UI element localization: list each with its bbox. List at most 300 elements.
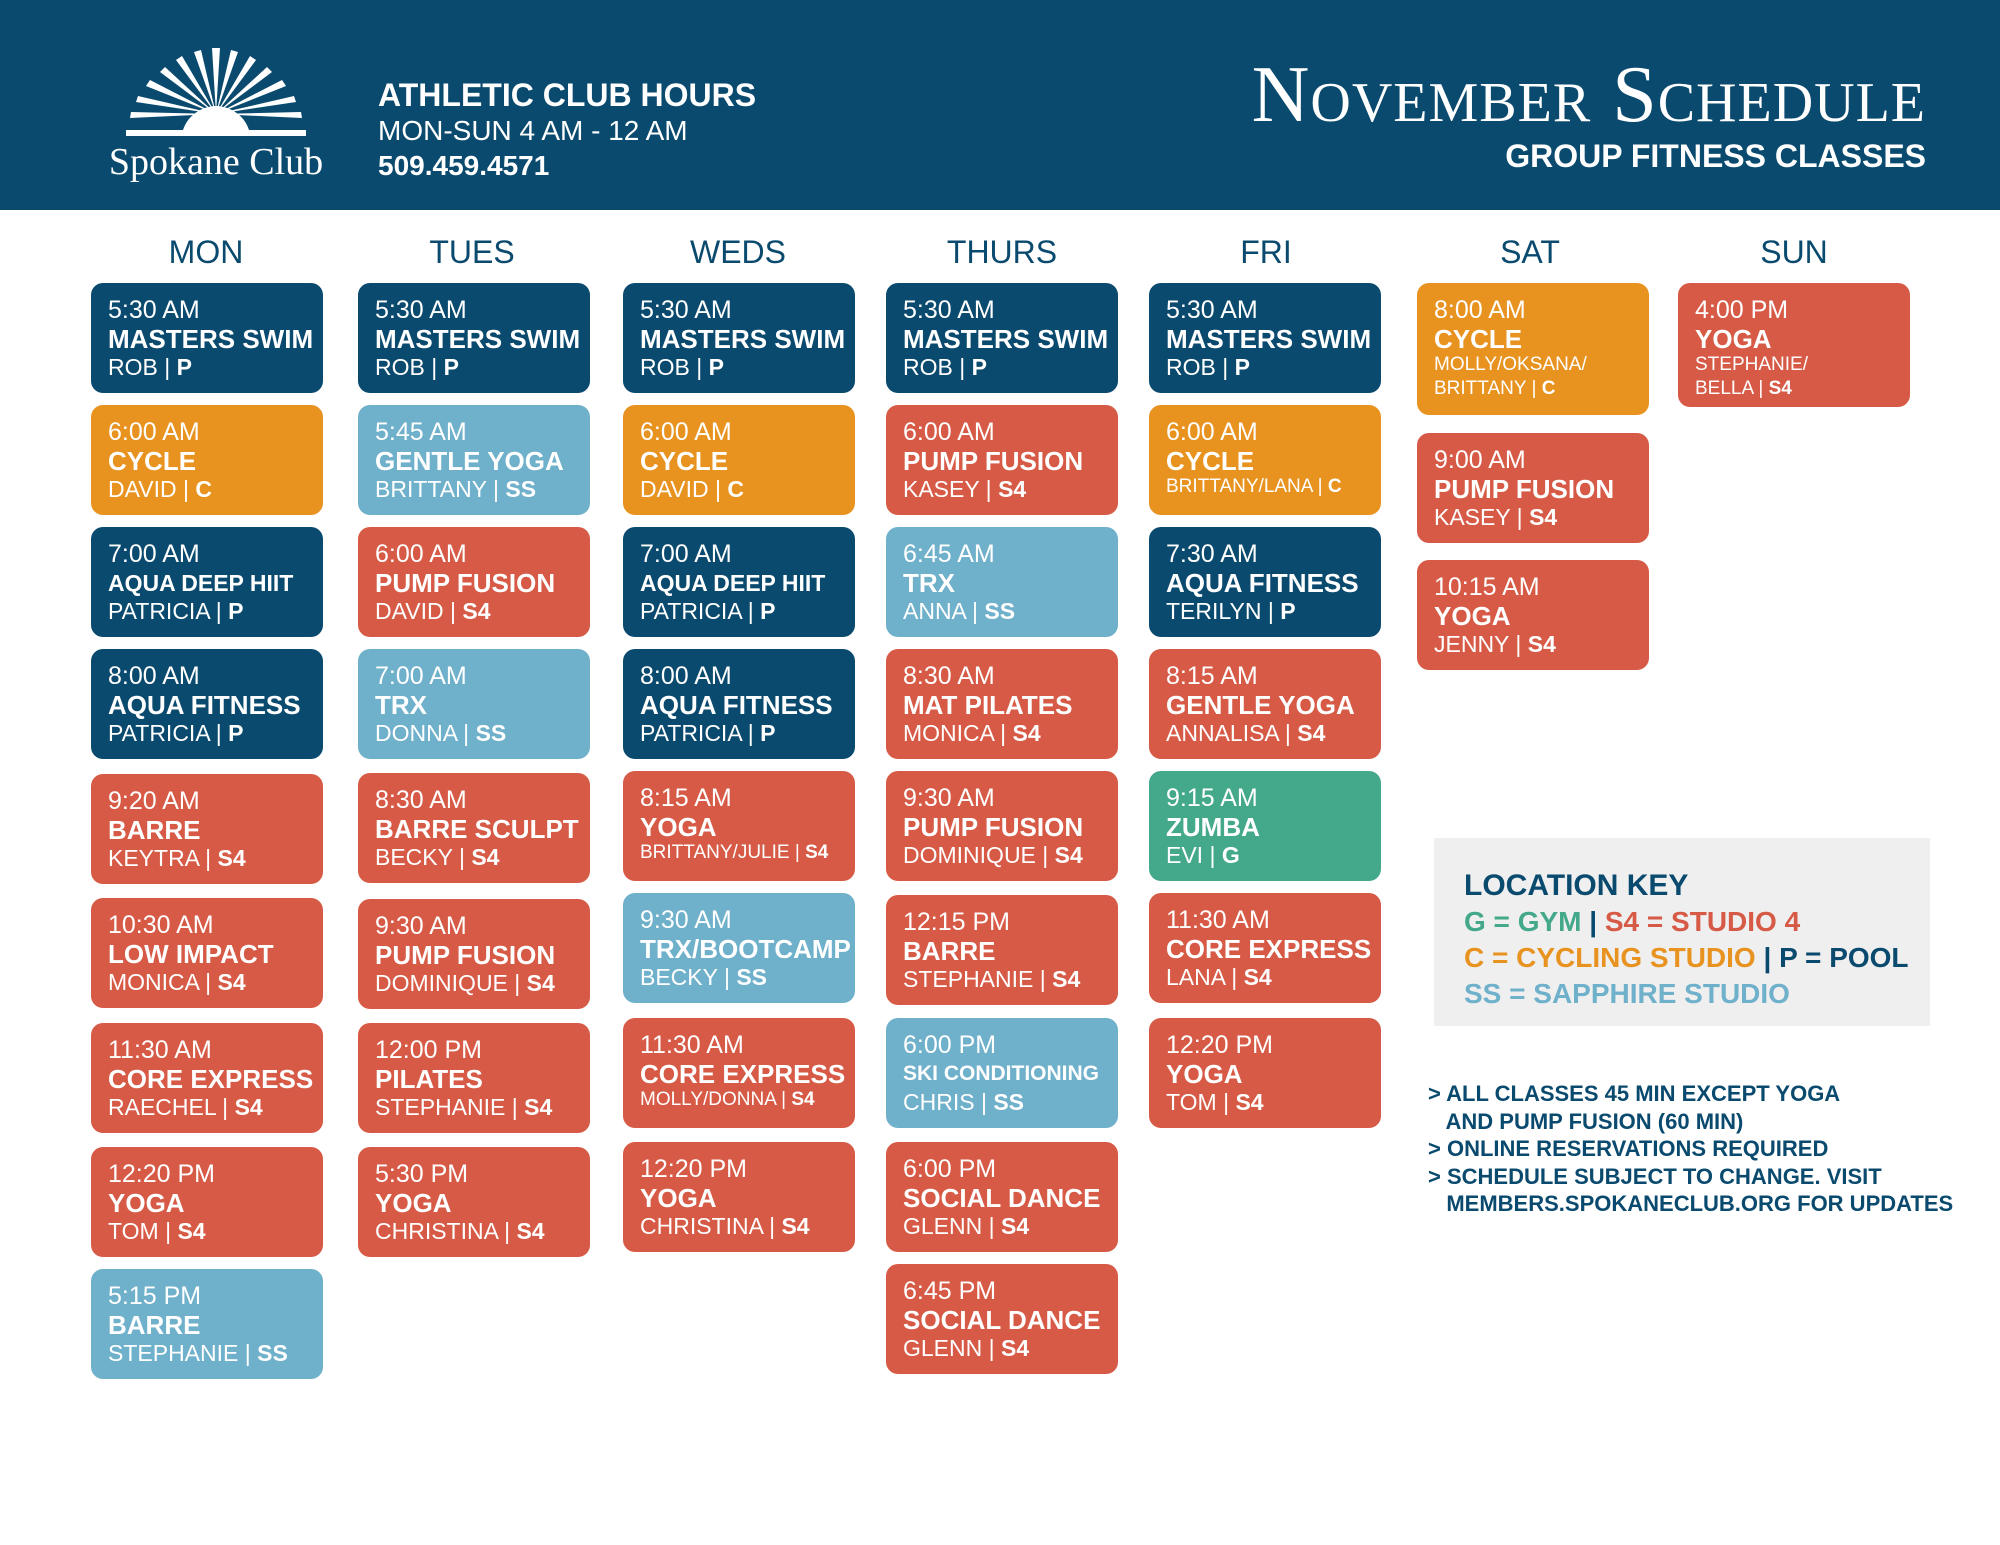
class-instructor: BRITTANY: [375, 476, 487, 502]
class-name: CORE EXPRESS: [1166, 934, 1372, 964]
class-instructor-line: [375, 719, 590, 747]
class-name: AQUA FITNESS: [1166, 568, 1359, 598]
schedule-title-block: [1252, 52, 1926, 174]
separator: |: [209, 720, 229, 746]
class-instructor: ROB: [375, 354, 425, 380]
class-time: 8:15 AM: [640, 784, 732, 812]
separator: |: [741, 598, 761, 624]
class-instructor: KASEY: [1434, 504, 1511, 530]
class-instructor: RAECHEL: [108, 1094, 216, 1120]
class-time: 9:30 AM: [640, 906, 732, 934]
class-card-weds: [623, 771, 855, 881]
page-subtitle: GROUP FITNESS CLASSES: [1505, 138, 1926, 174]
class-name: SOCIAL DANCE: [903, 1183, 1101, 1213]
separator: |: [215, 1094, 235, 1120]
class-instructor: DOMINIQUE: [903, 842, 1036, 868]
class-location: S4: [1529, 504, 1558, 530]
class-time: 8:00 AM: [640, 662, 732, 690]
separator: |: [979, 476, 999, 502]
class-location: S4: [1235, 1089, 1264, 1115]
separator: |: [762, 1213, 782, 1239]
class-card-thurs: [886, 649, 1118, 759]
class-name: BARRE: [108, 1310, 201, 1340]
separator: |: [717, 964, 737, 990]
class-instructor: KEYTRA: [108, 845, 199, 871]
separator: |: [741, 720, 761, 746]
class-location: S4: [998, 476, 1027, 502]
class-time: 5:30 AM: [108, 296, 200, 324]
class-instructor-line: [1166, 475, 1381, 499]
class-name: MASTERS SWIM: [640, 324, 846, 354]
class-time: 8:00 AM: [1434, 296, 1526, 324]
class-instructor: STEPHANIE/: [1695, 354, 1808, 375]
class-instructor-line: [903, 1088, 1118, 1116]
class-instructor: DAVID: [375, 598, 444, 624]
note-line: > ONLINE RESERVATIONS REQUIRED: [1428, 1136, 1829, 1161]
class-instructor: ROB: [108, 354, 158, 380]
separator: |: [158, 1218, 178, 1244]
class-time: 5:30 PM: [375, 1160, 469, 1188]
separator: |: [198, 845, 218, 871]
separator: |: [456, 720, 476, 746]
note-line: > SCHEDULE SUBJECT TO CHANGE. VISIT: [1428, 1163, 1882, 1189]
class-card-thurs: [886, 771, 1118, 881]
class-time: 6:00 AM: [375, 540, 467, 568]
class-instructor-line: [640, 719, 855, 747]
class-name: MASTERS SWIM: [108, 324, 314, 354]
class-instructor: GLENN: [903, 1335, 983, 1361]
class-card-thurs: [886, 527, 1118, 637]
class-name: LOW IMPACT: [108, 939, 274, 969]
class-card-thurs: [886, 1264, 1118, 1374]
schedule-notes: [1428, 1080, 1953, 1218]
class-name: PILATES: [375, 1064, 483, 1094]
class-time: 11:30 AM: [640, 1031, 744, 1059]
class-location: SS: [984, 598, 1016, 624]
class-instructor: JENNY: [1434, 631, 1509, 657]
class-location: S4: [516, 1218, 545, 1244]
class-location: P: [1280, 598, 1296, 624]
class-card-mon: [91, 1269, 323, 1379]
key-gym: G = GYM: [1464, 906, 1582, 937]
class-name: YOGA: [1434, 601, 1511, 631]
class-location: SS: [257, 1340, 288, 1366]
class-time: 7:00 AM: [640, 540, 732, 568]
class-card-weds: [623, 1018, 855, 1128]
class-location: SS: [475, 720, 507, 746]
class-name: YOGA: [640, 812, 717, 842]
separator: |: [689, 354, 709, 380]
class-location: P: [760, 720, 776, 746]
day-header-tues: TUES: [429, 234, 515, 270]
class-instructor: ANNA: [903, 598, 966, 624]
class-name: PUMP FUSION: [903, 812, 1084, 842]
class-instructor: DAVID: [108, 476, 177, 502]
class-name: TRX/BOOTCAMP: [640, 934, 851, 964]
class-instructor: BRITTANY/LANA: [1166, 476, 1313, 497]
key-separator: |: [1763, 942, 1772, 973]
class-card-weds: [623, 527, 855, 637]
class-instructor-line: [640, 1212, 855, 1240]
class-location: S4: [1054, 842, 1083, 868]
separator: |: [708, 476, 728, 502]
class-instructor: CHRISTINA: [640, 1213, 763, 1239]
class-time: 5:30 AM: [903, 296, 995, 324]
class-instructor-line: [108, 475, 323, 503]
class-instructor: PATRICIA: [108, 720, 210, 746]
class-name: AQUA FITNESS: [108, 690, 301, 720]
location-key: [1434, 838, 1930, 1026]
class-instructor-line: [903, 353, 1118, 381]
class-name: YOGA: [1166, 1059, 1243, 1089]
class-time: 5:30 AM: [375, 296, 467, 324]
note-line: MEMBERS.SPOKANECLUB.ORG FOR UPDATES: [1428, 1191, 1954, 1216]
day-header-thurs: THURS: [946, 234, 1058, 270]
class-card-thurs: [886, 1018, 1118, 1128]
class-instructor: STEPHANIE: [375, 1094, 506, 1120]
class-time: 6:00 AM: [640, 418, 732, 446]
class-card-mon: [91, 774, 323, 884]
class-time: 7:00 AM: [108, 540, 200, 568]
class-time: 5:30 AM: [1166, 296, 1258, 324]
class-instructor-line: [640, 475, 855, 503]
class-location: C: [1327, 476, 1342, 497]
class-time: 6:00 PM: [903, 1155, 997, 1183]
separator: |: [952, 354, 972, 380]
class-card-thurs: [886, 283, 1118, 393]
class-location: C: [727, 476, 744, 502]
class-name: AQUA DEEP HIIT: [640, 570, 826, 596]
class-instructor: ANNALISA: [1166, 720, 1279, 746]
class-instructor-line: [1166, 597, 1381, 625]
class-instructor: DONNA: [375, 720, 457, 746]
location-key-line: [1464, 940, 1930, 976]
class-time: 8:30 AM: [903, 662, 995, 690]
day-header-fri: FRI: [1240, 234, 1292, 270]
class-instructor-line: [108, 597, 323, 625]
class-name: MASTERS SWIM: [375, 324, 581, 354]
class-instructor-line: [108, 1339, 323, 1367]
class-location: S4: [524, 1094, 553, 1120]
class-instructor-line: [1166, 841, 1381, 869]
class-location: P: [760, 598, 776, 624]
note-line: AND PUMP FUSION (60 MIN): [1428, 1108, 1744, 1134]
class-card-tues: [358, 1147, 590, 1257]
separator: |: [1312, 476, 1328, 497]
class-instructor-line: [1434, 377, 1649, 401]
separator: |: [1215, 354, 1235, 380]
class-instructor: PATRICIA: [640, 598, 742, 624]
class-instructor: PATRICIA: [640, 720, 742, 746]
day-header-weds: WEDS: [690, 234, 786, 270]
class-instructor-line: [640, 1088, 855, 1112]
key-cycling-studio: C = CYCLING STUDIO: [1464, 942, 1756, 973]
class-location: S4: [1243, 964, 1272, 990]
class-name: CORE EXPRESS: [108, 1064, 314, 1094]
class-location: SS: [993, 1089, 1025, 1115]
class-name: ZUMBA: [1166, 812, 1260, 842]
class-instructor: MOLLY/DONNA: [640, 1089, 776, 1110]
class-time: 10:30 AM: [108, 911, 214, 939]
class-card-mon: [91, 649, 323, 759]
class-instructor: STEPHANIE: [903, 966, 1034, 992]
separator: |: [198, 969, 218, 995]
class-name: BARRE SCULPT: [375, 814, 579, 844]
class-instructor-line: [640, 353, 855, 381]
class-instructor-line: [903, 841, 1118, 869]
separator: |: [1509, 631, 1528, 657]
class-time: 6:45 PM: [903, 1277, 997, 1305]
class-card-fri: [1149, 527, 1381, 637]
class-time: 9:30 AM: [375, 912, 467, 940]
class-card-mon: [91, 1147, 323, 1257]
class-card-thurs: [886, 1142, 1118, 1252]
class-instructor-line: [640, 597, 855, 625]
class-name: YOGA: [375, 1188, 452, 1218]
class-location: S4: [781, 1213, 810, 1239]
class-name: BARRE: [903, 936, 996, 966]
class-name: YOGA: [1695, 324, 1772, 354]
separator: |: [486, 476, 506, 502]
class-name: PUMP FUSION: [1434, 474, 1615, 504]
class-location: S4: [1052, 966, 1081, 992]
class-instructor: ROB: [1166, 354, 1216, 380]
separator: |: [789, 842, 806, 863]
class-time: 12:20 PM: [640, 1155, 748, 1183]
class-location: S4: [217, 969, 246, 995]
class-instructor: BELLA: [1695, 378, 1754, 399]
class-time: 12:20 PM: [1166, 1031, 1274, 1059]
class-name: PUMP FUSION: [903, 446, 1084, 476]
separator: |: [507, 970, 527, 996]
location-key-title: LOCATION KEY: [1464, 869, 1689, 902]
class-location: P: [708, 354, 724, 380]
separator: |: [982, 1335, 1002, 1361]
class-location: P: [1234, 354, 1250, 380]
class-card-tues: [358, 527, 590, 637]
separator: |: [1261, 598, 1281, 624]
class-location: S4: [217, 845, 246, 871]
class-instructor-line: [903, 719, 1118, 747]
class-card-thurs: [886, 405, 1118, 515]
class-card-weds: [623, 893, 855, 1003]
class-time: 9:15 AM: [1166, 784, 1258, 812]
class-instructor-line: [1695, 353, 1910, 377]
class-instructor-line: [1434, 503, 1649, 531]
class-instructor: TOM: [1166, 1089, 1217, 1115]
class-location: S4: [177, 1218, 206, 1244]
class-instructor: KASEY: [903, 476, 980, 502]
class-time: 6:00 AM: [903, 418, 995, 446]
phone-number: 509.459.4571: [378, 150, 550, 181]
class-card-mon: [91, 1023, 323, 1133]
key-studio4: S4 = STUDIO 4: [1604, 906, 1801, 937]
class-location: SS: [736, 964, 768, 990]
class-instructor-line: [108, 844, 323, 872]
class-instructor: MOLLY/OKSANA/: [1434, 354, 1587, 375]
separator: |: [157, 354, 177, 380]
class-time: 6:45 AM: [903, 540, 995, 568]
class-instructor-line: [375, 1093, 590, 1121]
class-name: MASTERS SWIM: [1166, 324, 1372, 354]
class-instructor: DOMINIQUE: [375, 970, 508, 996]
key-separator: |: [1589, 906, 1598, 937]
class-location: S4: [1001, 1335, 1030, 1361]
class-name: GENTLE YOGA: [1166, 690, 1355, 720]
class-card-tues: [358, 1023, 590, 1133]
class-name: AQUA DEEP HIIT: [108, 570, 294, 596]
class-location: S4: [234, 1094, 263, 1120]
separator: |: [1278, 720, 1298, 746]
class-instructor: STEPHANIE: [108, 1340, 239, 1366]
class-card-fri: [1149, 771, 1381, 881]
class-card-weds: [623, 405, 855, 515]
separator: |: [497, 1218, 517, 1244]
sunburst-icon: [86, 44, 346, 144]
class-instructor: EVI: [1166, 842, 1204, 868]
class-instructor-line: [903, 475, 1118, 503]
class-card-weds: [623, 649, 855, 759]
separator: |: [209, 598, 229, 624]
day-header-mon: MON: [168, 234, 244, 270]
class-location: S4: [1001, 1213, 1030, 1239]
class-time: 5:45 AM: [375, 418, 467, 446]
class-card-fri: [1149, 893, 1381, 1003]
class-instructor-line: [108, 1217, 323, 1245]
class-instructor: TOM: [108, 1218, 159, 1244]
class-name: CYCLE: [1434, 324, 1523, 354]
class-card-thurs: [886, 895, 1118, 1005]
day-header-sun: SUN: [1760, 234, 1828, 270]
class-card-tues: [358, 773, 590, 883]
class-time: 10:15 AM: [1434, 573, 1540, 601]
class-name: TRX: [903, 568, 955, 598]
class-time: 9:30 AM: [903, 784, 995, 812]
class-card-sat: [1417, 560, 1649, 670]
class-time: 6:00 AM: [1166, 418, 1258, 446]
class-card-tues: [358, 649, 590, 759]
class-time: 7:00 AM: [375, 662, 467, 690]
separator: |: [443, 598, 463, 624]
class-time: 12:15 PM: [903, 908, 1011, 936]
class-instructor-line: [108, 719, 323, 747]
class-card-mon: [91, 898, 323, 1008]
class-instructor: PATRICIA: [108, 598, 210, 624]
class-instructor-line: [1434, 353, 1649, 377]
class-time: 6:00 PM: [903, 1031, 997, 1059]
class-instructor-line: [375, 1217, 590, 1245]
key-pool: P = POOL: [1779, 942, 1909, 973]
class-time: 8:30 AM: [375, 786, 467, 814]
separator: |: [1510, 504, 1530, 530]
class-card-weds: [623, 283, 855, 393]
class-location: C: [195, 476, 212, 502]
class-instructor: CHRISTINA: [375, 1218, 498, 1244]
separator: |: [1033, 966, 1053, 992]
separator: |: [1216, 1089, 1236, 1115]
separator: |: [1035, 842, 1055, 868]
class-card-weds: [623, 1142, 855, 1252]
class-card-fri: [1149, 649, 1381, 759]
class-card-tues: [358, 283, 590, 393]
class-name: SOCIAL DANCE: [903, 1305, 1101, 1335]
hours-title: ATHLETIC CLUB HOURS: [378, 77, 757, 113]
class-instructor-line: [640, 841, 855, 865]
class-instructor: BECKY: [375, 844, 453, 870]
class-location: S4: [1768, 378, 1792, 399]
class-time: 8:00 AM: [108, 662, 200, 690]
class-card-fri: [1149, 1018, 1381, 1128]
separator: |: [452, 844, 472, 870]
class-location: S4: [1527, 631, 1556, 657]
class-location: S4: [526, 970, 555, 996]
class-card-fri: [1149, 405, 1381, 515]
class-name: SKI CONDITIONING: [903, 1062, 1100, 1085]
separator: |: [238, 1340, 258, 1366]
class-instructor-line: [375, 597, 590, 625]
class-location: P: [228, 720, 244, 746]
class-location: P: [176, 354, 192, 380]
separator: |: [505, 1094, 525, 1120]
class-name: PUMP FUSION: [375, 568, 556, 598]
class-time: 8:15 AM: [1166, 662, 1258, 690]
class-time: 12:00 PM: [375, 1036, 483, 1064]
class-name: MAT PILATES: [903, 690, 1073, 720]
class-instructor-line: [1166, 353, 1381, 381]
logo-text: Spokane Club: [108, 141, 324, 183]
class-time: 11:30 AM: [108, 1036, 212, 1064]
separator: |: [1526, 378, 1542, 399]
class-time: 11:30 AM: [1166, 906, 1270, 934]
separator: |: [965, 598, 985, 624]
class-instructor-line: [903, 1212, 1118, 1240]
class-time: 5:30 AM: [640, 296, 732, 324]
class-time: 5:15 PM: [108, 1282, 202, 1310]
class-time: 7:30 AM: [1166, 540, 1258, 568]
class-instructor: MONICA: [903, 720, 994, 746]
location-key-line: [1464, 904, 1930, 940]
separator: |: [176, 476, 196, 502]
class-instructor: CHRIS: [903, 1089, 975, 1115]
class-card-mon: [91, 527, 323, 637]
note-line: > ALL CLASSES 45 MIN EXCEPT YOGA: [1428, 1081, 1841, 1106]
class-instructor-line: [1166, 719, 1381, 747]
class-card-tues: [358, 899, 590, 1009]
class-location: S4: [805, 842, 829, 863]
class-name: MASTERS SWIM: [903, 324, 1109, 354]
class-instructor-line: [1695, 377, 1910, 401]
class-location: P: [228, 598, 244, 624]
class-name: CYCLE: [108, 446, 197, 476]
class-instructor: DAVID: [640, 476, 709, 502]
class-card-sat: [1417, 283, 1649, 415]
separator: |: [1753, 378, 1769, 399]
class-location: S4: [471, 844, 500, 870]
class-name: YOGA: [108, 1188, 185, 1218]
class-card-sun: [1678, 283, 1910, 407]
class-instructor-line: [375, 353, 590, 381]
class-location: S4: [1012, 720, 1041, 746]
key-sapphire-studio: SS = SAPPHIRE STUDIO: [1464, 978, 1790, 1009]
class-time: 9:20 AM: [108, 787, 200, 815]
class-location: P: [971, 354, 987, 380]
class-instructor: ROB: [640, 354, 690, 380]
class-name: BARRE: [108, 815, 201, 845]
class-instructor: MONICA: [108, 969, 199, 995]
class-instructor: TERILYN: [1166, 598, 1262, 624]
separator: |: [993, 720, 1013, 746]
hours-line: MON-SUN 4 AM - 12 AM: [378, 115, 688, 146]
